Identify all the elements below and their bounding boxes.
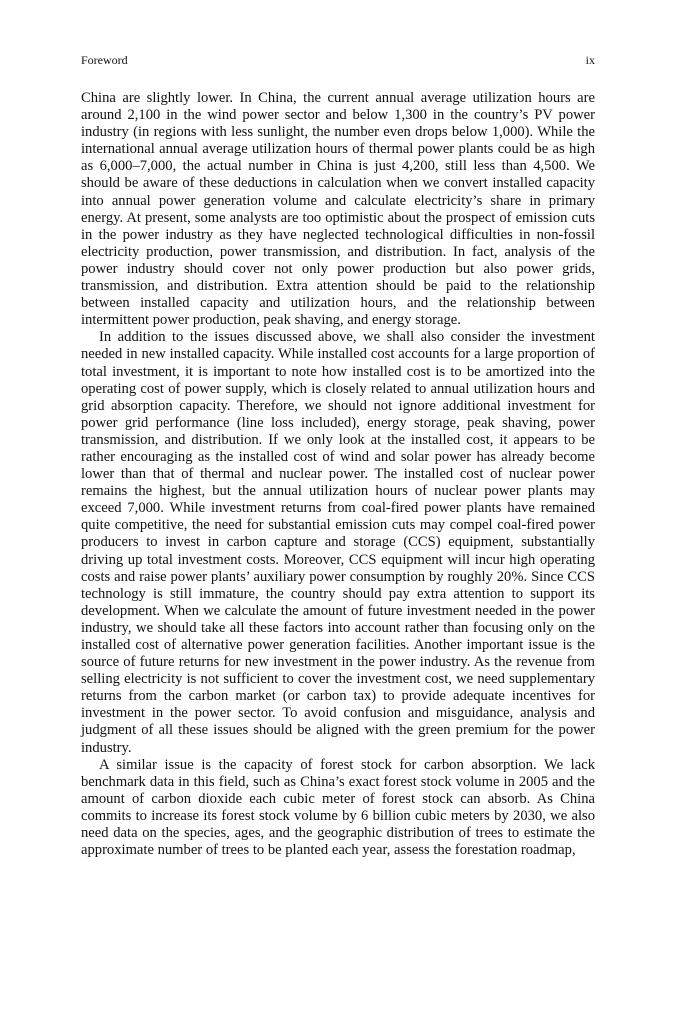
body-text: [81, 90, 595, 859]
paragraph: China are slightly lower. In China, the current annual average utilization hours are around 2,100 in the wind power sector and below 1,300 in the country’s PV power industry (in regions with less sunlight, the number even drops below 1,000). While the international annual average utilization hours of thermal power plants could be as high as 6,000–7,000, the actual number in China is just 4,200, still less than 4,500. We should be aware of these deductions in calculation when we convert installed capacity into annual power generation volume and calculate electricity’s share in primary energy. At present, some analysts are too optimistic about the prospect of emission cuts in the power industry as they have neglected technological difficulties in non-fossil electricity production, power transmission, and distribution. In fact, analysis of the power industry should cover not only power production but also power grids, transmission, and distribution. Extra attention should be paid to the relationship between installed capacity and utilization hours, and the relationship between intermittent power production, peak shaving, and energy storage.: [81, 90, 595, 329]
paragraph: In addition to the issues discussed above, we shall also consider the investment needed in new installed capacity. While installed cost accounts for a large proportion of total investment, it is important to note how installed cost is to be amortized into the operating cost of power supply, which is closely related to annual utilization hours and grid absorption capacity. Therefore, we should not ignore additional investment for power grid performance (line loss included), energy storage, peak shaving, power transmission, and distribution. If we only look at the installed cost, it appears to be rather encouraging as the installed cost of wind and solar power has already become lower than that of thermal and nuclear power. The installed cost of nuclear power remains the highest, but the annual utilization hours of nuclear power plants may exceed 7,000. While investment returns from coal-fired power plants have remained quite competitive, the need for substantial emission cuts may compel coal-fired power producers to invest in carbon capture and storage (CCS) equipment, substantially driving up total investment costs. Moreover, CCS equipment will incur high operating costs and raise power plants’ auxiliary power consumption by roughly 20%. Since CCS technology is still immature, the country should pay extra attention to support its development. When we calculate the amount of future investment needed in the power industry, we should take all these factors into account rather than focusing only on the installed cost of alternative power generation facilities. Another important issue is the source of future returns for new investment in the power industry. As the revenue from selling electricity is not sufficient to cover the investment cost, we need supplementary returns from the carbon market (or carbon tax) to provide adequate incentives for investment in the power sector. To avoid confusion and misguidance, analysis and judgment of all these issues should be aligned with the green premium for the power industry.: [81, 329, 595, 756]
section-title: Foreword: [81, 53, 128, 67]
page-number: ix: [585, 53, 595, 67]
running-header: [81, 52, 595, 68]
paragraph: A similar issue is the capacity of forest stock for carbon absorption. We lack benchmark data in this field, such as China’s exact forest stock volume in 2005 and the amount of carbon dioxide each cubic meter of forest stock can absorb. As China commits to increase its forest stock volume by 6 billion cubic meters by 2030, we also need data on the species, ages, and the geographic distribution of trees to estimate the approximate number of trees to be planted each year, assess the forestation roadmap,: [81, 756, 595, 859]
